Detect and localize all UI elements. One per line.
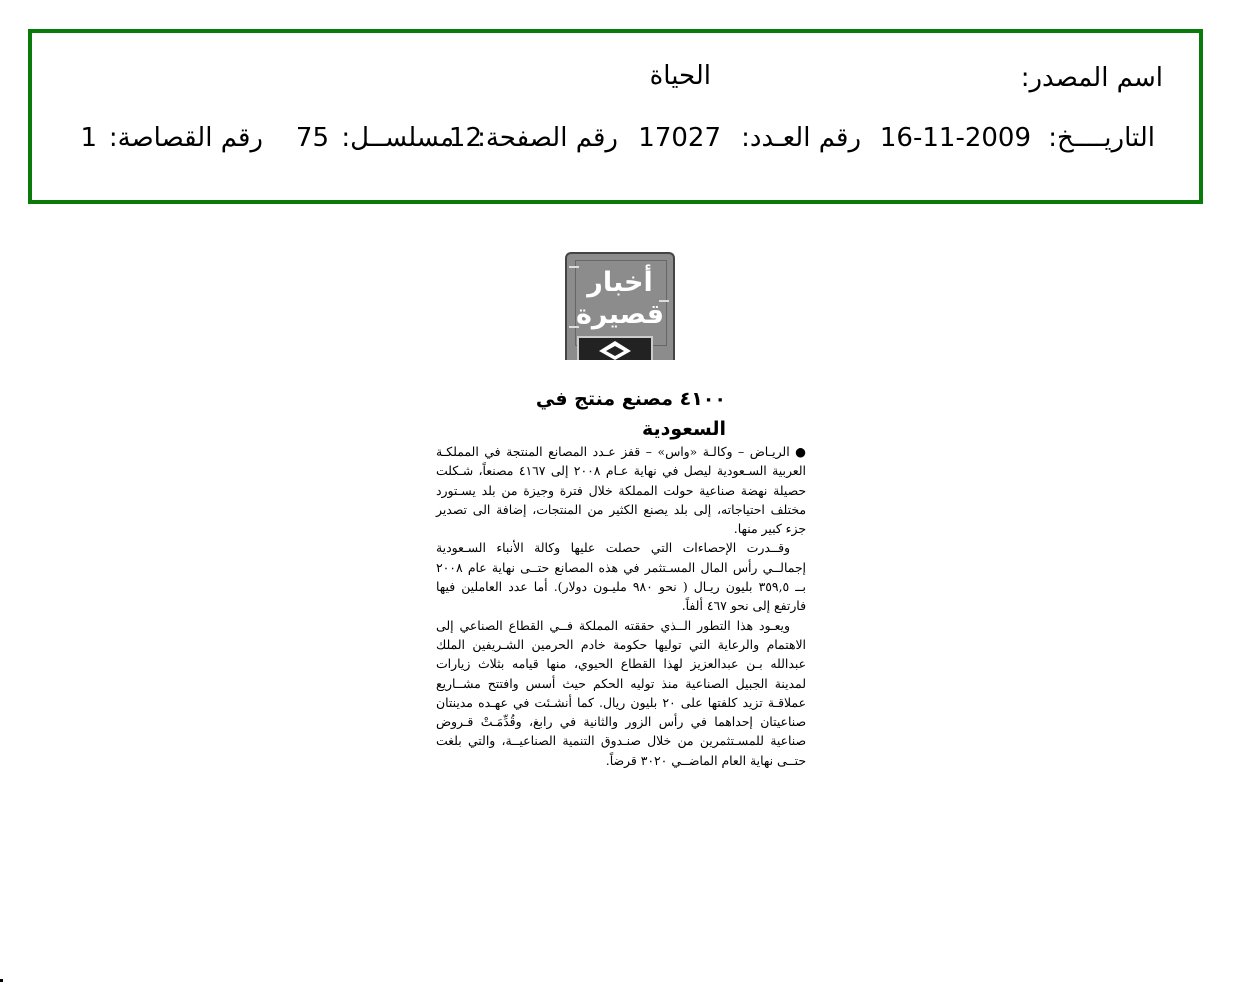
short-news-logo: [565, 252, 675, 360]
clipping-header: [28, 29, 1203, 204]
logo-word-qasira: قصيرة: [575, 299, 665, 330]
issue-label: رقم العـدد:: [741, 123, 861, 153]
scan-mark: [0, 979, 3, 982]
serial-value: 75: [295, 123, 329, 153]
date-label: التاريــــخ:: [1048, 123, 1155, 153]
article-paragraph: وقــدرت الإحصاءات التي حصلت عليها وكالة الأنباء السـعودية إجمالــي رأس المال المسـتثمر في هذه المصانع حتــى نهاية عام ٢٠٠٨ بــ ٣٥٩,٥ بليون ريـال ( نحو ٩٨٠ مليـون دولار). أما عدد العاملين فيها فارتفع إلى نحو ٤٦٧ ألفاً.: [436, 540, 806, 614]
newspaper-icon: [577, 336, 653, 360]
page-label: رقم الصفحة:: [477, 123, 618, 153]
date-value: 16-11-2009: [879, 123, 1031, 153]
clip-value: 1: [80, 123, 97, 153]
article-paragraph: ويعـود هذا التطور الــذي حققته المملكة فــي القطاع الصناعي إلى الاهتمام والرعاية التي توليها حكومة خادم الحرمين الشـريفين الملك عبدالله بـن عبدالعزيز لهذا القطاع الحيوي، منها قيامه بثلاث زيارات لمدينة الجبيل الصناعية منذ توليه الحكم حيث أسس وافتتح مشــاريع عملاقـة تزيد كلفتها على ٢٠ بليون ريال. كما أنشـئت في عهـده مدينتان صناعيتان إحداهما في رأس الزور والثانية في رابغ، وقُدِّمَـتْ قـروض صناعية للمسـتثمرين من خلال صنـدوق التنمية الصناعيــة، والتي بلغت حتــى نهاية العام الماضــي ٣٠٢٠ قرضاً.: [436, 617, 806, 768]
clip-label: رقم القصاصة:: [108, 123, 263, 153]
page-value: 12: [448, 123, 482, 153]
issue-value: 17027: [638, 123, 721, 153]
serial-label: مسلســل:: [341, 123, 454, 153]
source-value: الحياة: [649, 61, 711, 91]
logo-word-akhbar: أخبار: [587, 267, 653, 298]
article-paragraph: ● الريـاض – وكالـة «واس» – قفز عـدد المصانع المنتجة في المملكـة العربية السـعودية ليصل في نهاية عـام ٢٠٠٨ إلى ٤١٦٧ مصنعاً، شـكلت حصيلة نهضة صناعية حولت المملكة خلال فترة وجيزة من بلد يسـتورد مختلف احتياجاته، إلى بلد يصنع الكثير من المنتجات، إضافة الى تصدير جزء كبير منها.: [436, 444, 806, 537]
article-headline: ٤١٠٠ مصنع منتج في السعودية: [535, 388, 726, 440]
source-label: اسم المصدر:: [1020, 63, 1163, 93]
article-body: [436, 442, 806, 770]
